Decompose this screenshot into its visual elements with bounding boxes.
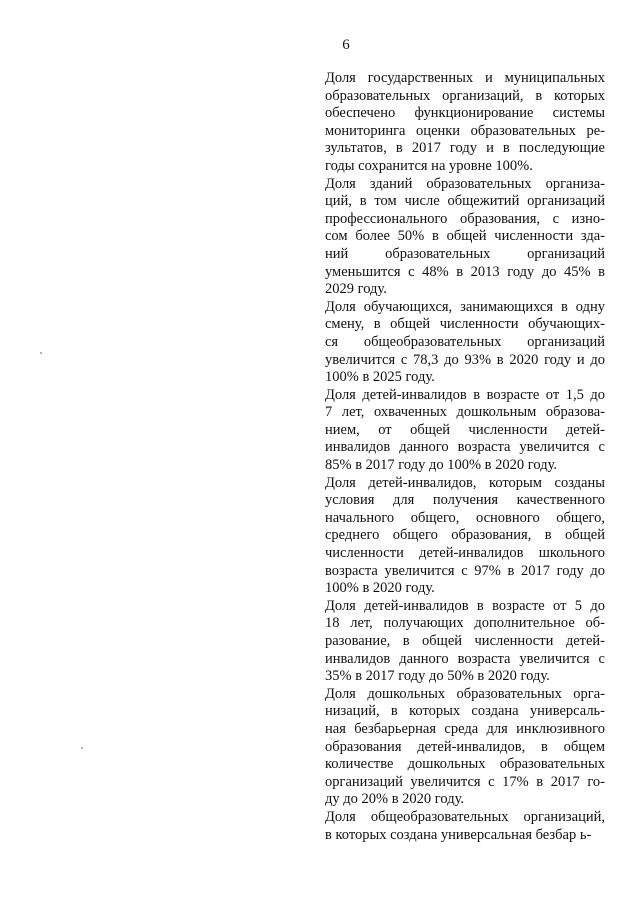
text-line: низаций, в которых создана универсаль- (325, 703, 605, 720)
text-line: 100% в 2025 году. (325, 369, 435, 386)
text-line: в которых создана универсальная безбар ь- (325, 826, 592, 843)
paragraph (325, 686, 605, 809)
text-line: уменьшится с 48% в 2013 году до 45% в (325, 263, 605, 280)
paragraph (325, 598, 605, 686)
text-line: увеличится с 78,3 до 93% в 2020 году и до (325, 351, 605, 368)
text-line: образовательных организаций, в которых (325, 87, 605, 104)
text-line: профессионального образования, с изно- (325, 210, 605, 227)
text-line: количестве дошкольных образовательных (325, 756, 605, 773)
text-line: инвалидов данного возраста увеличится с (325, 439, 605, 456)
paragraph (325, 176, 605, 299)
text-line: инвалидов данного возраста увеличится с (325, 650, 605, 667)
text-line: Доля государственных и муниципальных (325, 70, 605, 86)
text-line: 7 лет, охваченных дошкольным образова- (325, 404, 605, 421)
paragraph (325, 387, 605, 475)
paragraph (325, 809, 605, 844)
text-line: смену, в общей численности обучающих- (325, 316, 605, 333)
text-line: возраста увеличится с 97% в 2017 году до (325, 562, 605, 579)
text-line: нием, от общей численности детей- (325, 421, 605, 438)
paragraph (325, 70, 605, 176)
text-line: численности детей-инвалидов школьного (325, 545, 605, 562)
text-line: Доля обучающихся, занимающихся в одну (325, 298, 605, 315)
text-line: ций, в том числе общежитий организаций (325, 193, 605, 210)
text-line: начального общего, основного общего, (325, 509, 605, 526)
page-number: 6 (342, 37, 350, 53)
text-line: Доля детей-инвалидов, которым созданы (325, 474, 605, 491)
text-line: ний образовательных организаций (325, 245, 605, 262)
paragraph (325, 475, 605, 598)
text-line: образования детей-инвалидов, в общем (325, 738, 605, 755)
paragraph (325, 299, 605, 387)
text-line: обеспечено функционирование системы (325, 105, 605, 122)
text-line: организаций увеличится с 17% в 2017 го- (325, 773, 605, 790)
text-line: 85% в 2017 году до 100% в 2020 году. (325, 457, 557, 474)
text-line: Доля детей-инвалидов в возрасте от 5 до (325, 597, 605, 614)
text-line: Доля зданий образовательных организа- (325, 175, 605, 192)
text-line: зультатов, в 2017 году и в последующие (325, 140, 605, 157)
text-line: среднего общего образования, в общей (325, 527, 605, 544)
text-line: 35% в 2017 году до 50% в 2020 году. (325, 668, 550, 685)
text-line: Доля дошкольных образовательных орга- (325, 685, 605, 702)
text-line: Доля общеобразовательных организаций, (325, 808, 605, 825)
text-line: условия для получения качественного (325, 492, 605, 509)
text-line: ду до 20% в 2020 году. (325, 791, 465, 808)
text-line: мониторинга оценки образовательных ре- (325, 122, 605, 139)
text-line: сом более 50% в общей численности зда- (325, 228, 605, 245)
text-line: разование, в общей численности детей- (325, 633, 605, 649)
text-line: годы сохранится на уровне 100%. (325, 157, 533, 174)
document-text-column (325, 70, 605, 844)
text-line: ся общеобразовательных организаций (325, 333, 605, 350)
text-line: 2029 году. (325, 281, 387, 298)
scan-speck (81, 747, 83, 749)
text-line: 100% в 2020 году. (325, 580, 435, 597)
scan-speck (40, 352, 42, 354)
text-line: Доля детей-инвалидов в возрасте от 1,5 до (325, 386, 605, 403)
text-line: ная безбарьерная среда для инклюзивного (325, 720, 605, 737)
text-line: 18 лет, получающих дополнительное об- (325, 615, 605, 632)
